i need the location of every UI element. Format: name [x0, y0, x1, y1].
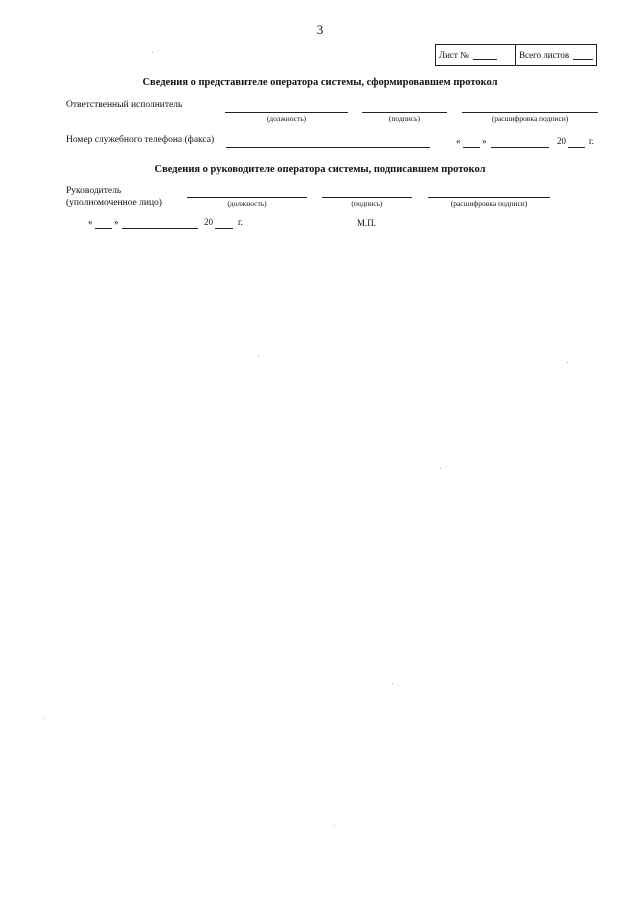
sheet-number-label: Лист № [439, 50, 469, 60]
date2-day-line [95, 228, 112, 229]
executor-signature-line [362, 112, 447, 113]
phone-line [226, 147, 430, 148]
scan-speck [44, 718, 45, 719]
head-decode-line [428, 197, 550, 198]
stamp-label: М.П. [357, 218, 377, 228]
page-number: 3 [316, 22, 324, 37]
executor-label: Ответственный исполнитель [66, 100, 183, 110]
date2-year-line [215, 228, 233, 229]
scan-speck [334, 825, 335, 826]
sheet-number-blank [473, 50, 497, 60]
sheet-total-blank [573, 50, 593, 60]
date1-year-suffix: г. [589, 136, 594, 146]
head-sub-label: (уполномоченное лицо) [66, 198, 162, 208]
scan-speck [567, 362, 568, 363]
date1-day-line [463, 147, 480, 148]
head-position-line [187, 197, 307, 198]
section1-title: Сведения о представителе оператора системы, сформировавшем протокол [142, 77, 498, 88]
executor-position-line [225, 112, 348, 113]
date2-year-prefix: 20 [204, 217, 213, 227]
executor-signature-caption: (подпись) [388, 114, 421, 123]
date2-month-line [122, 228, 198, 229]
executor-position-caption: (должность) [266, 114, 307, 123]
head-position-caption: (должность) [227, 199, 267, 208]
date2-open-quote: « [88, 217, 93, 227]
date2-year-suffix: г. [238, 217, 243, 227]
sheet-number-cell [436, 45, 516, 65]
sheet-total-cell [516, 45, 596, 65]
date2-close-quote: » [114, 217, 119, 227]
head-signature-line [322, 197, 412, 198]
scan-speck [152, 52, 153, 53]
date1-year-line [568, 147, 585, 148]
head-signature-caption: (подпись) [351, 199, 383, 208]
scan-speck [440, 468, 441, 469]
phone-label: Номер служебного телефона (факса) [66, 135, 215, 145]
executor-decode-caption: (расшифровка подписи) [491, 114, 569, 123]
date1-open-quote: « [456, 136, 461, 146]
sheet-total-label: Всего листов [519, 50, 570, 60]
date1-month-line [491, 147, 549, 148]
head-label: Руководитель [66, 186, 122, 196]
sheet-info-box [435, 44, 597, 66]
scan-speck [258, 356, 259, 357]
executor-decode-line [462, 112, 598, 113]
section2-title: Сведения о руководителе оператора системы, подписавшем протокол [154, 164, 486, 175]
scan-speck [392, 683, 393, 684]
date1-close-quote: » [482, 136, 487, 146]
date1-year-prefix: 20 [557, 136, 566, 146]
head-decode-caption: (расшифровка подписи) [450, 199, 528, 208]
